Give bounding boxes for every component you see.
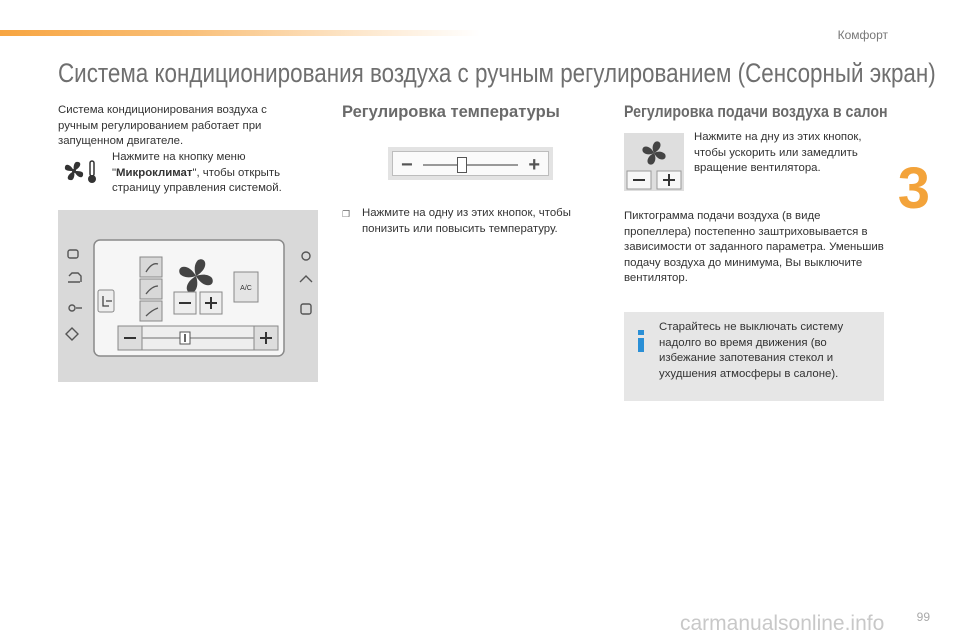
temperature-heading: Регулировка температуры [342, 103, 560, 121]
intro-press-text: Нажмите на кнопку меню "Микроклимат", чтобы открыть страницу управления системой. [112, 151, 282, 194]
thermometer-icon [457, 157, 467, 173]
climate-menu-icon [60, 158, 102, 186]
page-number: 99 [916, 610, 930, 624]
airflow-description: Пиктограмма подачи воздуха (в виде пропеллера) постепенно заштриховывается в зависимости от заданного параметра. Уменьшив подачу воздуха до минимума, Вы выключите вентилятор. [624, 210, 884, 284]
info-note-text: Старайтесь не выключать систему надолго во время движения (во избежание запотевания стекол и ухудшения атмосферы в салоне). [659, 321, 844, 380]
top-accent-bar [0, 30, 480, 36]
section-label: Комфорт [837, 28, 888, 42]
info-icon [634, 330, 648, 352]
page-title: Система кондиционирования воздуха с ручным регулированием (Сенсорный экран) [58, 58, 936, 88]
airflow-heading: Регулировка подачи воздуха в салон [624, 103, 888, 121]
menu-name-climate: Микроклимат [116, 166, 193, 179]
climate-screen-illustration [58, 210, 318, 382]
temperature-increase-icon: + [528, 154, 540, 176]
airflow-instruction: Нажмите на дну из этих кнопок, чтобы ускорить или замедлить вращение вентилятора. [694, 131, 862, 174]
chapter-number: 3 [897, 156, 930, 221]
temperature-buttons-illustration [388, 147, 553, 180]
temperature-scale [423, 164, 518, 166]
bullet-icon: ❐ [342, 209, 351, 219]
ac-button-label: A/C [240, 285, 252, 292]
info-note-box [624, 312, 884, 401]
watermark: carmanualsonline.info [680, 612, 885, 635]
intro-text: Система кондиционирования воздуха с ручным регулированием работает при запущенном двигателе. [58, 104, 267, 147]
fan-buttons-illustration [624, 133, 684, 191]
temperature-decrease-icon: − [401, 154, 413, 176]
temperature-instruction: Нажмите на одну из этих кнопок, чтобы понизить или повысить температуру. [362, 207, 571, 235]
